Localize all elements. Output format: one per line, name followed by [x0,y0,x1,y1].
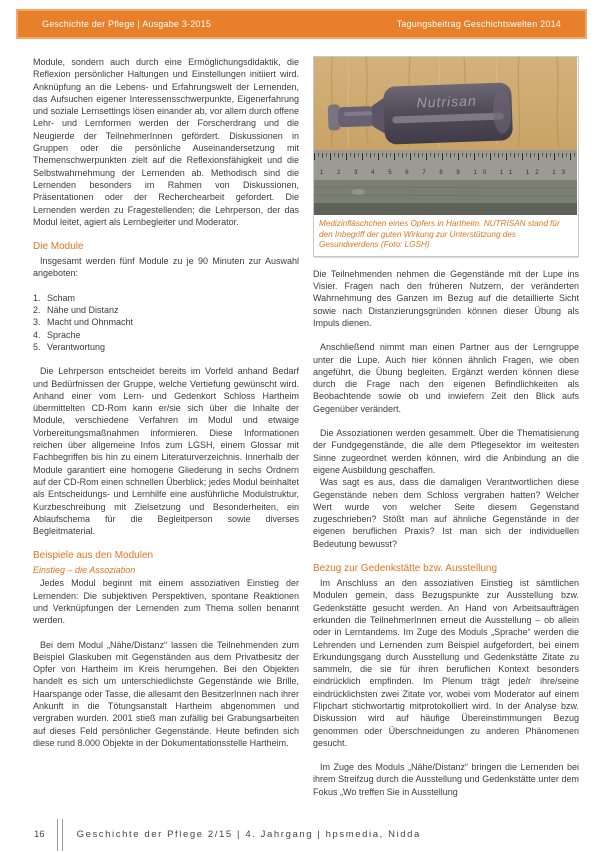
header-article-type: Tagungsbeitrag Geschichtswelten 2014 [396,19,561,29]
footer-journal-info: Geschichte der Pflege 2/15 | 4. Jahrgang | hpsmedia, Nidda [76,829,421,840]
footer-divider [57,819,63,851]
section-heading-die-module: Die Module [33,241,84,253]
module-intro: Insgesamt werden fünf Module zu je 90 Minuten zur Auswahl angeboten: [33,256,299,279]
list-item: 1. Scham [33,292,76,303]
right-column [313,56,579,806]
list-item: 4. Sprache [33,329,81,340]
list-item: 2. Nähe und Distanz [33,305,119,316]
list-item: 5. Verantwortung [33,341,106,352]
bottle-photo [314,57,577,215]
body-paragraph: Die Assoziationen werden gesammelt. Über die Thematisierung der Fundgegenstände, die alle dem Pflegesektor im weitesten Sinne zugeordnet werden können, wird die Anbindung an die eigene Ausbildung geschaffen. [313,428,579,475]
bottle-photo-figure [313,56,579,257]
module-list [33,292,299,353]
left-column [33,56,299,806]
body-paragraph: Jedes Modul beginnt mit einem assoziativen Einstieg der Lernenden: Die subjektiven Perspektiven, spontane Reaktionen und Verknüpfungen der Lernenden zum Thema sollen benannt werden. [33,578,299,626]
body-paragraph: Im Anschluss an den assoziativen Einstieg ist sämtlichen Modulen gemein, dass Bezugspunkte zur Ausstellung bzw. Gedenkstätte gesucht werden. An Hand von Arbeitsaufträgen erkunden die TeilnehmerInnen erneut die Ausstellung – ob allein oder in Lerntandems. Im Zuge des Moduls „Sprache“ werden die Lehrenden und Lernenden zum Beispiel aufgefordert, bei einem Erkundungsgang durch Ausstellung und Gedenkstätte Zitate zu sammeln, die sie für ihren beruflichen Kontext besonders eindrücklich empfinden. Im Plenum trägt jede/r ihre/seine eindrücklichsten zwei Zitate vor, wobei vom Moderator auf einem Flipchart stichwortartig mitprotokolliert wird. In der Analyse bzw. Diskussion wird auf häufige Übereinstimmungen Bezug genommen oder Überschneidungen zu anderen Phänomenen gesucht. [313,578,579,748]
body-paragraph: Bei dem Modul „Nähe/Distanz“ lassen die Teilnehmenden zum Beispiel Glaskuben mit Gegenständen aus dem Privatbesitz der Opfer von Hartheim im Kreis herumgehen. Bei den Objekten handelt es sich um unterschiedlichste Gegenstände wie Brille, Haarspange oder Tasse, die allesamt den BesitzerInnen nach ihrer Ankunft in die Tötungsanstalt Hartheim abgenommen und vergraben wurden. 2001 stieß man zufällig bei Grabungsarbeiten auf dieses Feld persönlicher Gegenstände. Heute befinden sich diese rund 8.000 Objekte in der Dokumentationsstelle Hartheim. [33,639,299,748]
page-header [16,9,587,39]
body-paragraph: Anschließend nimmt man einen Partner aus der Lerngruppe unter die Lupe. Auch hier können ähnlich Fragen, wie oben angeführt, die Übung begleiten. Ergänzt werden können diese durch die Frage nach den eigenen Befindlichkeiten als Beobachtende sowie ob und inwiefern Zeit den Blick aufs Gegenüber verändert. [313,342,579,414]
bottle-embossed-text: Nutrisan [416,92,477,111]
section-heading-beispiele: Beispiele aus den Modulen [33,550,154,562]
body-paragraph: Die Teilnehmenden nehmen die Gegenstände mit der Lupe ins Visier. Fragen nach den früheren Nutzern, der veränderten Wahrnehmung des Ganzen im Bezug auf die detaillierte Sicht sowie nach Distanzierungsgründen können dieser Übung als Impuls dienen. [313,268,579,328]
page-footer [0,816,607,853]
ruler-numbers: 1 2 3 4 5 6 7 8 9 10 11 12 13 [320,170,565,176]
body-paragraph: Was sagt es aus, dass die damaligen Verantwortlichen diese Gegenstände neben dem Schloss vergraben hatten? Welcher Wert wurde von welcher Seite diesem Gegenstand zugeschrieben? Stößt man auf ähnliche Gegenstände in der eigenen beruflichen Praxis? Ist man sich der individuellen Bedeutung bewusst? [313,477,579,549]
subsection-heading-einstieg: Einstieg – die Assoziation [33,565,136,576]
ruler [314,150,577,215]
page-number: 16 [34,829,45,840]
header-journal-title: Geschichte der Pflege | Ausgabe 3-2015 [42,19,212,29]
list-item: 3. Macht und Ohnmacht [33,317,134,328]
figure-caption: Medizinfläschchen eines Opfers in Hartheim. NUTRISAN stand für den Inbegriff der guten Wirkung zur Unterstützung des Gesundwerdens (Foto: LGSH) [319,219,560,250]
section-heading-bezug: Bezug zur Gedenkstätte bzw. Ausstellung [313,563,497,575]
body-paragraph: Die Lehrperson entscheidet bereits im Vorfeld anhand Bedarf und Bedürfnissen der Gruppe, welche Vertiefung gewünscht wird. Anhand einer vom Lern- und Gedenkort Schloss Hartheim übermittelten CD-Rom kann er/sie sich über die Inhalte der Module, verschiedene Verfahren im Modul und etwaige Vorbereitungsmaßnahmen informieren. Diese Informationen reichen über allgemeine Infos zum LGSH, einem Glossar mit Fachbegriffen bis hin zu einem Literaturverzeichnis. Innerhalb der Module garantiert eine homogene Gliederung in sechs Ordnern auf der CD-Rom einen schnellen Überblick; jedes Modul beinhaltet als Entscheidungs- und Lernhilfe eine ausführliche Modulstruktur, Kurzbeschreibung mit Zielsetzung und Besonderheiten, ein Ablaufschema für die Begleitperson sowie diverses Begleitmaterial. [33,366,299,537]
body-paragraph: Module, sondern auch durch eine Ermöglichungsdidaktik, die Reflexion persönlicher Haltungen und Einstellungen initiiert wird. Anknüpfung an die Lebens- und Erfahrungswelt der Lernenden, das Aufsuchen eigener Interessensschwerpunkte, Eigenerfahrung und soziale Lernsettings lösen einander ab, vor allem durch offene Lehr- und Lernformen werden der Forscherdrang und die Neugierde der TeilnehmerInnen gefördert. Diskussionen in Gruppen oder die persönliche Auseinandersetzung mit Themenschwerpunkten zielt auf die Reflexionsfähigkeit und die Selbstwahrnehmung der Lernenden ab. Methodisch sind die Lernenden besonders im Rahmen von Diskussionen, Präsentationen oder der Recherchearbeit gefordert. Die Lernenden werden zu Fragestellenden; die Lehrperson, der das Modul leitet, agiert als Lernbegleiter und Moderator. [33,57,299,227]
body-paragraph: Im Zuge des Moduls „Nähe/Distanz“ bringen die Lernenden bei ihrem Streifzug durch die Ausstellung und Gedenkstätte unter dem Fokus „Wo treffen Sie in Ausstellung [313,762,579,797]
